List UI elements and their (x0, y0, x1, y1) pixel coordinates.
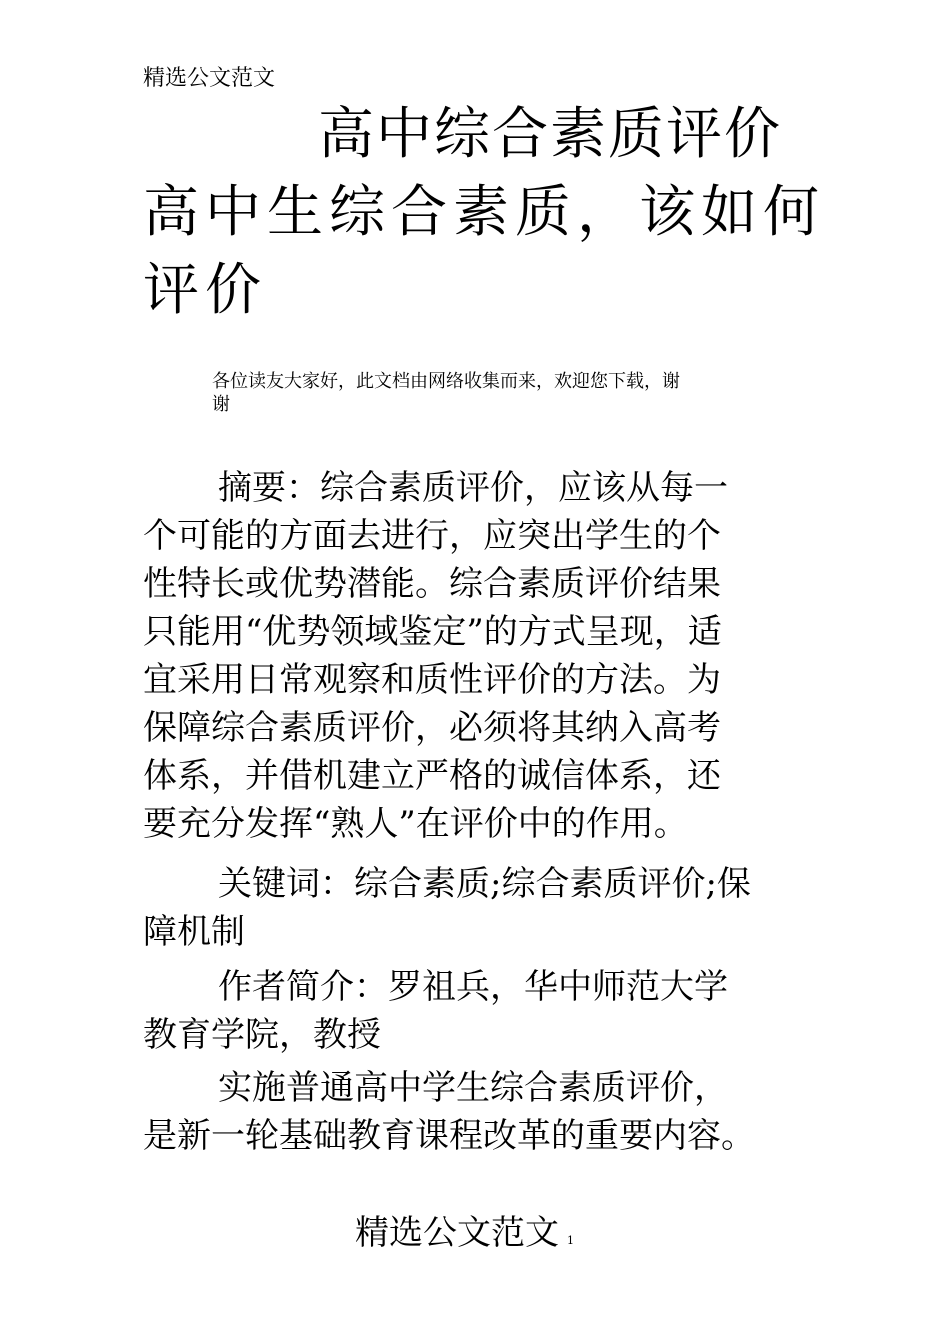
abstract-line: 只能用“优势领域鉴定”的方式呈现，适 (143, 612, 722, 652)
author-paragraph (143, 963, 803, 1059)
footer-text: 精选公文范文 (355, 1213, 559, 1253)
abstract-line: 宜采用日常观察和质性评价的方法。为 (143, 660, 721, 700)
notice-line-2: 谢 (212, 394, 230, 415)
page-number: 1 (567, 1234, 574, 1247)
notice-line-1: 各位读友大家好，此文档由网络收集而来，欢迎您下载，谢 (212, 371, 680, 392)
abstract-line: 体系，并借机建立严格的诚信体系，还 (143, 756, 721, 796)
page-footer (355, 1213, 574, 1261)
body-paragraph (143, 1064, 803, 1160)
abstract-paragraph (143, 464, 803, 848)
author-line: 教育学院，教授 (143, 1015, 381, 1055)
keywords-paragraph (143, 860, 803, 956)
abstract-line: 要充分发挥“熟人”在评价中的作用。 (143, 804, 688, 844)
abstract-line: 个可能的方面去进行，应突出学生的个 (143, 516, 721, 556)
body-line: 实施普通高中学生综合素质评价， (218, 1068, 728, 1108)
keywords-line: 障机制 (143, 912, 245, 952)
abstract-line: 保障综合素质评价，必须将其纳入高考 (143, 708, 721, 748)
title-line-2: 高中生综合素质，该如何 (143, 180, 825, 245)
abstract-line: 性特长或优势潜能。综合素质评价结果 (143, 564, 721, 604)
title-line-1: 高中综合素质评价 (318, 102, 782, 167)
keywords-line: 关键词：综合素质;综合素质评价;保 (218, 864, 751, 904)
author-line: 作者简介：罗祖兵，华中师范大学 (218, 967, 728, 1007)
page-header: 精选公文范文 (143, 66, 276, 91)
title-line-3: 评价 (143, 258, 267, 323)
body-line: 是新一轮基础教育课程改革的重要内容。 (143, 1116, 755, 1156)
download-notice (212, 370, 792, 416)
abstract-line: 摘要：综合素质评价，应该从每一 (218, 468, 728, 508)
